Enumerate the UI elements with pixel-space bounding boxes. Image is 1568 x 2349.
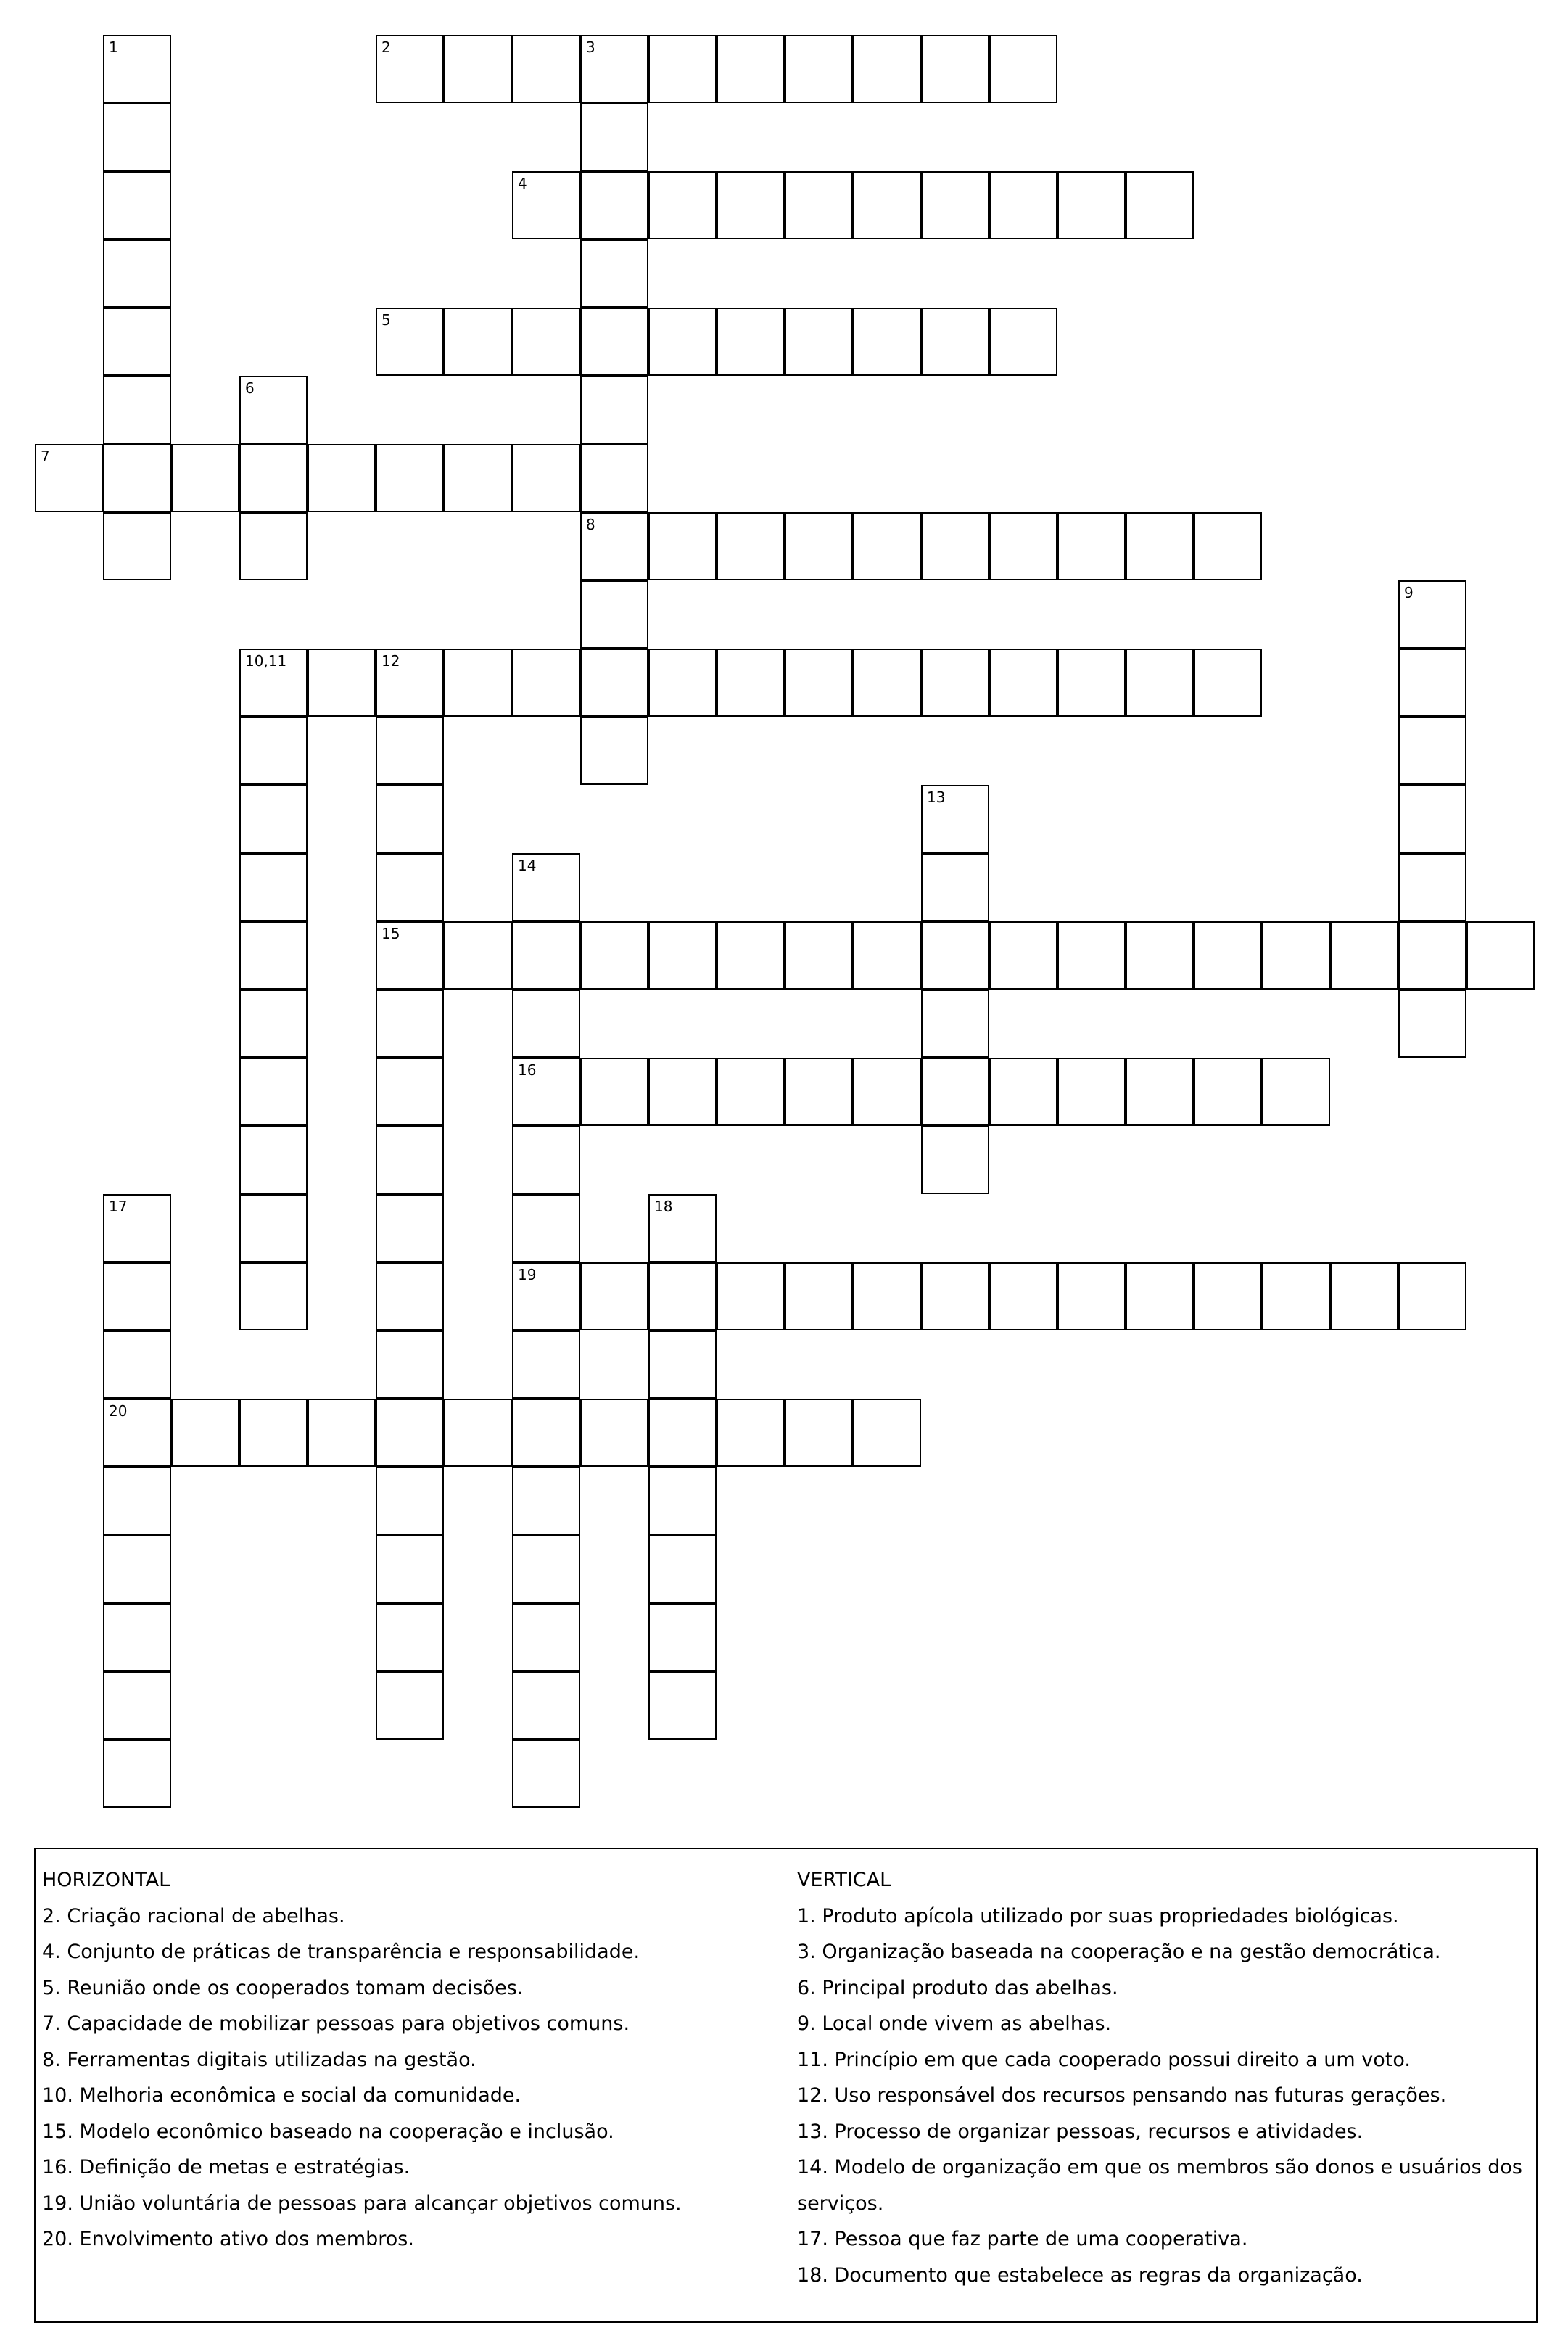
clue-number-label: 20 — [109, 1402, 128, 1420]
crossword-cell[interactable] — [921, 35, 989, 103]
vertical-clue: 13. Processo de organizar pessoas, recursos e atividades. — [797, 2120, 1363, 2143]
crossword-cell[interactable] — [580, 308, 648, 376]
crossword-cell[interactable] — [580, 444, 648, 512]
clue-number-label: 6 — [245, 379, 255, 397]
crossword-cell[interactable] — [376, 1671, 444, 1740]
crossword-cell[interactable] — [580, 1058, 648, 1126]
clue-number-label: 3 — [586, 38, 595, 56]
crossword-cell[interactable] — [1330, 921, 1398, 990]
crossword-cell[interactable] — [785, 171, 853, 239]
clue-number-label: 13 — [927, 789, 946, 806]
crossword-cell[interactable] — [853, 921, 921, 990]
horizontal-clue: 10. Melhoria econômica e social da comunidade. — [42, 2084, 521, 2107]
crossword-cell[interactable] — [921, 990, 989, 1058]
crossword-cell[interactable] — [512, 1467, 580, 1535]
crossword-cell[interactable] — [171, 444, 239, 512]
crossword-cell[interactable] — [717, 921, 785, 990]
crossword-cell[interactable] — [717, 1058, 785, 1126]
crossword-cell[interactable] — [376, 444, 444, 512]
crossword-cell[interactable] — [444, 308, 512, 376]
crossword-cell[interactable] — [103, 1262, 171, 1330]
crossword-cell[interactable] — [785, 649, 853, 717]
horizontal-clue: 19. União voluntária de pessoas para alcançar objetivos comuns. — [42, 2192, 682, 2215]
crossword-cell[interactable] — [103, 444, 171, 512]
crossword-cell[interactable] — [580, 717, 648, 785]
crossword-cell[interactable] — [444, 444, 512, 512]
crossword-cell[interactable] — [1057, 1262, 1126, 1330]
crossword-cell[interactable] — [648, 1399, 717, 1467]
vertical-clue: 6. Principal produto das abelhas. — [797, 1976, 1118, 1999]
crossword-cell[interactable] — [1126, 649, 1194, 717]
clue-number-label: 8 — [586, 516, 595, 533]
clue-number-label: 9 — [1404, 584, 1414, 601]
crossword-cell[interactable] — [1057, 649, 1126, 717]
crossword-cell[interactable] — [103, 512, 171, 580]
crossword-cell[interactable] — [648, 512, 717, 580]
crossword-cell[interactable] — [376, 1126, 444, 1194]
crossword-cell[interactable] — [512, 921, 580, 990]
clue-number-label: 2 — [381, 38, 391, 56]
crossword-cell[interactable] — [376, 1194, 444, 1262]
vertical-clue: 3. Organização baseada na cooperação e na gestão democrática. — [797, 1941, 1441, 1963]
crossword-cell[interactable] — [648, 171, 717, 239]
crossword-cell[interactable] — [103, 1467, 171, 1535]
crossword-cell[interactable] — [103, 103, 171, 171]
crossword-cell[interactable] — [648, 1603, 717, 1671]
vertical-heading: VERTICAL — [797, 1869, 891, 1891]
clue-number-label: 17 — [109, 1198, 128, 1215]
crossword-cell[interactable] — [512, 1194, 580, 1262]
crossword-cell[interactable] — [239, 921, 308, 990]
vertical-clue: 11. Princípio em que cada cooperado possui direito a um voto. — [797, 2048, 1411, 2071]
crossword-cell[interactable] — [512, 35, 580, 103]
crossword-cell[interactable] — [989, 512, 1057, 580]
crossword-cell[interactable] — [580, 103, 648, 171]
crossword-cell[interactable] — [1466, 921, 1535, 990]
crossword-cell[interactable] — [580, 580, 648, 649]
crossword-cell[interactable] — [512, 1126, 580, 1194]
clue-number-label: 16 — [518, 1061, 537, 1079]
crossword-cell[interactable] — [376, 785, 444, 853]
clue-number-label: 18 — [654, 1198, 673, 1215]
clue-number-label: 12 — [381, 652, 400, 670]
crossword-cell[interactable] — [444, 35, 512, 103]
clue-number-label: 15 — [381, 925, 400, 942]
crossword-cell[interactable] — [239, 444, 308, 512]
crossword-cell[interactable] — [512, 1399, 580, 1467]
crossword-cell[interactable] — [989, 1058, 1057, 1126]
crossword-cell[interactable] — [717, 171, 785, 239]
crossword-cell[interactable] — [239, 990, 308, 1058]
crossword-cell[interactable] — [308, 444, 376, 512]
crossword-cell[interactable] — [376, 990, 444, 1058]
crossword-cell[interactable] — [648, 308, 717, 376]
crossword-cell[interactable] — [1398, 717, 1466, 785]
crossword-cell[interactable] — [512, 990, 580, 1058]
crossword-cell[interactable] — [1194, 512, 1262, 580]
horizontal-heading: HORIZONTAL — [42, 1869, 170, 1891]
crossword-cell[interactable] — [376, 1262, 444, 1330]
horizontal-clues — [42, 1862, 775, 2258]
crossword-cell[interactable] — [1398, 990, 1466, 1058]
crossword-cell[interactable] — [921, 921, 989, 990]
horizontal-clue: 8. Ferramentas digitais utilizadas na gestão. — [42, 2048, 476, 2071]
crossword-cell[interactable] — [308, 1399, 376, 1467]
crossword-cell[interactable] — [103, 376, 171, 444]
crossword-cell[interactable] — [444, 921, 512, 990]
crossword-cell[interactable] — [921, 649, 989, 717]
crossword-cell[interactable] — [1126, 512, 1194, 580]
crossword-cell[interactable] — [239, 1399, 308, 1467]
crossword-cell[interactable] — [444, 1399, 512, 1467]
crossword-cell[interactable] — [717, 1399, 785, 1467]
crossword-cell[interactable] — [1398, 853, 1466, 921]
crossword-cell[interactable] — [444, 649, 512, 717]
crossword-cell[interactable] — [103, 1535, 171, 1603]
crossword-cell[interactable] — [853, 649, 921, 717]
horizontal-clue: 5. Reunião onde os cooperados tomam decisões. — [42, 1976, 524, 1999]
crossword-cell[interactable] — [103, 1603, 171, 1671]
clue-number-label: 4 — [518, 175, 527, 192]
clue-number-label: 5 — [381, 311, 391, 329]
crossword-cell[interactable] — [853, 1058, 921, 1126]
crossword-cell[interactable] — [103, 1330, 171, 1399]
crossword-cell[interactable] — [921, 1126, 989, 1194]
clue-number-label: 7 — [41, 448, 50, 465]
crossword-cell[interactable] — [717, 1262, 785, 1330]
crossword-cell[interactable] — [989, 35, 1057, 103]
crossword-cell[interactable] — [1057, 1058, 1126, 1126]
crossword-cell[interactable] — [785, 308, 853, 376]
crossword-cell[interactable] — [717, 649, 785, 717]
crossword-cell[interactable] — [308, 649, 376, 717]
crossword-cell[interactable] — [853, 1399, 921, 1467]
crossword-cell[interactable] — [376, 1058, 444, 1126]
crossword-cell[interactable] — [648, 1535, 717, 1603]
crossword-cell[interactable] — [648, 1058, 717, 1126]
crossword-cell[interactable] — [512, 444, 580, 512]
crossword-cell[interactable] — [1126, 1058, 1194, 1126]
crossword-cell[interactable] — [853, 512, 921, 580]
crossword-cell[interactable] — [1398, 649, 1466, 717]
crossword-cell[interactable] — [580, 1262, 648, 1330]
crossword-cell[interactable] — [376, 1467, 444, 1535]
crossword-cell[interactable] — [989, 171, 1057, 239]
crossword-cell[interactable] — [921, 171, 989, 239]
vertical-clue: 12. Uso responsável dos recursos pensando nas futuras gerações. — [797, 2084, 1447, 2107]
crossword-cell[interactable] — [239, 1194, 308, 1262]
crossword-cell[interactable] — [239, 717, 308, 785]
crossword-cell[interactable] — [785, 1399, 853, 1467]
crossword-cell[interactable] — [103, 239, 171, 308]
crossword-cell[interactable] — [785, 1058, 853, 1126]
crossword-cell[interactable] — [1262, 1058, 1330, 1126]
crossword-cell[interactable] — [376, 1399, 444, 1467]
crossword-cell[interactable] — [989, 1262, 1057, 1330]
crossword-cell[interactable] — [239, 512, 308, 580]
vertical-clue: 1. Produto apícola utilizado por suas propriedades biológicas. — [797, 1904, 1399, 1928]
crossword-cell[interactable] — [239, 785, 308, 853]
crossword-cell[interactable] — [989, 649, 1057, 717]
clue-number-label: 14 — [518, 857, 537, 874]
crossword-cell[interactable] — [921, 308, 989, 376]
crossword-cell[interactable] — [1126, 1262, 1194, 1330]
crossword-cell[interactable] — [580, 376, 648, 444]
vertical-clue: 18. Documento que estabelece as regras da organização. — [797, 2263, 1363, 2287]
crossword-cell[interactable] — [376, 717, 444, 785]
crossword-cell[interactable] — [717, 308, 785, 376]
crossword-cell[interactable] — [580, 921, 648, 990]
vertical-clues — [797, 1862, 1530, 2293]
crossword-cell[interactable] — [580, 239, 648, 308]
crossword-cell[interactable] — [512, 649, 580, 717]
crossword-cell[interactable] — [717, 512, 785, 580]
crossword-cell[interactable] — [376, 853, 444, 921]
crossword-cell[interactable] — [580, 171, 648, 239]
vertical-clue: 17. Pessoa que faz parte de uma cooperativa. — [797, 2228, 1248, 2250]
crossword-cell[interactable] — [512, 308, 580, 376]
crossword-cell[interactable] — [648, 649, 717, 717]
crossword-cell[interactable] — [512, 1740, 580, 1808]
crossword-cell[interactable] — [921, 1058, 989, 1126]
crossword-cell[interactable] — [648, 921, 717, 990]
horizontal-clue: 15. Modelo econômico baseado na cooperação e inclusão. — [42, 2120, 614, 2143]
crossword-cell[interactable] — [580, 649, 648, 717]
crossword-cell[interactable] — [1194, 1262, 1262, 1330]
horizontal-clue: 4. Conjunto de práticas de transparência e responsabilidade. — [42, 1941, 640, 1963]
crossword-cell[interactable] — [648, 1262, 717, 1330]
crossword-cell[interactable] — [989, 921, 1057, 990]
crossword-cell[interactable] — [1398, 1262, 1466, 1330]
crossword-cell[interactable] — [103, 171, 171, 239]
crossword-cell[interactable] — [648, 1671, 717, 1740]
crossword-cell[interactable] — [785, 35, 853, 103]
crossword-cell[interactable] — [1262, 921, 1330, 990]
crossword-cell[interactable] — [1398, 921, 1466, 990]
crossword-cell[interactable] — [171, 1399, 239, 1467]
crossword-cell[interactable] — [512, 1671, 580, 1740]
horizontal-clue: 2. Criação racional de abelhas. — [42, 1904, 345, 1928]
crossword-cell[interactable] — [785, 1262, 853, 1330]
crossword-cell[interactable] — [239, 1126, 308, 1194]
crossword-cell[interactable] — [103, 1671, 171, 1740]
crossword-cell[interactable] — [512, 1603, 580, 1671]
crossword-cell[interactable] — [1126, 921, 1194, 990]
vertical-clue: 9. Local onde vivem as abelhas. — [797, 2012, 1112, 2035]
crossword-cell[interactable] — [648, 1467, 717, 1535]
crossword-cell[interactable] — [648, 1330, 717, 1399]
horizontal-clue: 16. Definição de metas e estratégias. — [42, 2156, 410, 2179]
crossword-cell[interactable] — [648, 35, 717, 103]
crossword-cell[interactable] — [785, 512, 853, 580]
clue-number-label: 19 — [518, 1266, 537, 1283]
crossword-cell[interactable] — [1330, 1262, 1398, 1330]
crossword-cell[interactable] — [512, 1535, 580, 1603]
crossword-cell[interactable] — [376, 1603, 444, 1671]
crossword-cell[interactable] — [853, 308, 921, 376]
crossword-cell[interactable] — [103, 308, 171, 376]
crossword-cell[interactable] — [1057, 171, 1126, 239]
crossword-cell[interactable] — [1194, 649, 1262, 717]
crossword-cell[interactable] — [853, 171, 921, 239]
crossword-cell[interactable] — [921, 512, 989, 580]
crossword-cell[interactable] — [1194, 921, 1262, 990]
crossword-cell[interactable] — [921, 853, 989, 921]
crossword-cell[interactable] — [376, 1330, 444, 1399]
crossword-cell[interactable] — [239, 1262, 308, 1330]
horizontal-clue: 20. Envolvimento ativo dos membros. — [42, 2228, 414, 2250]
crossword-cell[interactable] — [717, 35, 785, 103]
crossword-cell[interactable] — [376, 1535, 444, 1603]
crossword-cell[interactable] — [921, 1262, 989, 1330]
crossword-cell[interactable] — [785, 921, 853, 990]
crossword-cell[interactable] — [103, 1740, 171, 1808]
crossword-cell[interactable] — [1057, 921, 1126, 990]
crossword-cell[interactable] — [580, 1399, 648, 1467]
crossword-cell[interactable] — [239, 1058, 308, 1126]
clue-number-label: 10,11 — [245, 652, 287, 670]
clue-number-label: 1 — [109, 38, 118, 56]
clues-box — [34, 1848, 1538, 2323]
crossword-cell[interactable] — [989, 308, 1057, 376]
crossword-cell[interactable] — [1194, 1058, 1262, 1126]
crossword-cell[interactable] — [239, 853, 308, 921]
vertical-clue: 14. Modelo de organização em que os membros são donos e usuários dos serviços. — [797, 2156, 1522, 2215]
crossword-cell[interactable] — [1262, 1262, 1330, 1330]
crossword-cell[interactable] — [1398, 785, 1466, 853]
crossword-cell[interactable] — [512, 1330, 580, 1399]
crossword-cell[interactable] — [1126, 171, 1194, 239]
horizontal-clue: 7. Capacidade de mobilizar pessoas para objetivos comuns. — [42, 2012, 630, 2035]
crossword-cell[interactable] — [853, 35, 921, 103]
crossword-cell[interactable] — [1057, 512, 1126, 580]
crossword-cell[interactable] — [853, 1262, 921, 1330]
